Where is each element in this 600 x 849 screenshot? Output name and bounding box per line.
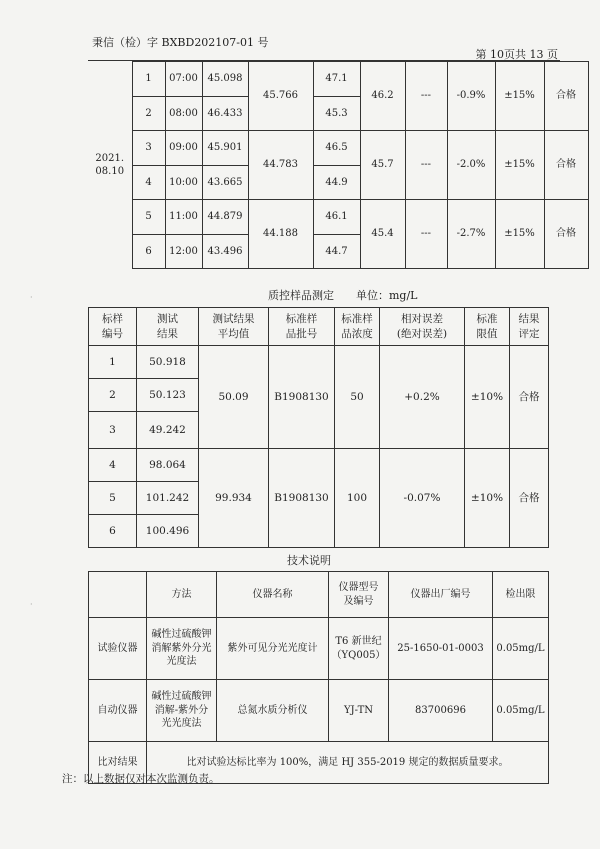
error-cell: -2.7% xyxy=(447,200,495,269)
concentration-cell: 100 xyxy=(335,449,380,548)
table-row xyxy=(89,680,549,742)
sample-no-cell: 2 xyxy=(89,379,137,412)
compare-result-text: 比对试验达标比率为 100%，满足 HJ 355-2019 规定的数据质量要求。 xyxy=(147,742,549,784)
time-cell: 12:00 xyxy=(165,235,202,269)
evaluation-cell: 合格 xyxy=(544,131,588,200)
average-cell: 44.188 xyxy=(248,200,313,269)
dash-cell: --- xyxy=(405,200,447,269)
row-label-cell: 试验仪器 xyxy=(89,618,147,680)
average-cell: 44.783 xyxy=(248,131,313,200)
error-cell: -0.07% xyxy=(380,449,465,548)
result-cell: 45.098 xyxy=(202,62,248,97)
reference-value-cell: 45.3 xyxy=(313,97,360,131)
sample-no-cell: 5 xyxy=(132,200,165,235)
page-number: 第 10页共 13 页 xyxy=(475,48,558,61)
reference-value-cell: 46.5 xyxy=(313,131,360,166)
average-cell: 50.09 xyxy=(199,346,269,449)
batch-cell: B1908130 xyxy=(269,346,335,449)
reference-value-cell: 46.1 xyxy=(313,200,360,235)
date-cell: 2021. 08.10 xyxy=(88,62,132,269)
result-cell: 98.064 xyxy=(137,449,199,482)
qc-header-row xyxy=(89,308,549,346)
error-cell: -2.0% xyxy=(447,131,495,200)
limit-cell: ±10% xyxy=(465,346,510,449)
result-cell: 50.918 xyxy=(137,346,199,379)
result-cell: 101.242 xyxy=(137,482,199,515)
sample-no-cell: 2 xyxy=(132,97,165,131)
limit-cell: ±15% xyxy=(495,131,544,200)
column-header xyxy=(89,572,147,618)
column-header: 检出限 xyxy=(493,572,549,618)
column-header: 标准样 品批号 xyxy=(269,308,335,346)
sample-no-cell: 4 xyxy=(132,166,165,200)
batch-cell: B1908130 xyxy=(269,449,335,548)
model-cell: YJ-TN xyxy=(329,680,389,742)
instrument-name-cell: 总氮水质分析仪 xyxy=(217,680,329,742)
sample-no-cell: 6 xyxy=(132,235,165,269)
method-cell: 碱性过硫酸钾 消解紫外分光 光度法 xyxy=(147,618,217,680)
limit-cell: ±15% xyxy=(495,200,544,269)
column-header: 仪器型号 及编号 xyxy=(329,572,389,618)
error-cell: +0.2% xyxy=(380,346,465,449)
evaluation-cell: 合格 xyxy=(510,346,549,449)
column-header: 标准样 品浓度 xyxy=(335,308,380,346)
column-header: 方法 xyxy=(147,572,217,618)
result-cell: 49.242 xyxy=(137,412,199,449)
sample-no-cell: 1 xyxy=(89,346,137,379)
sample-no-cell: 5 xyxy=(89,482,137,515)
serial-cell: 83700696 xyxy=(389,680,493,742)
limit-cell: ±10% xyxy=(465,449,510,548)
sample-no-cell: 1 xyxy=(132,62,165,97)
time-cell: 10:00 xyxy=(165,166,202,200)
column-header: 结果 评定 xyxy=(510,308,549,346)
scan-mark: · xyxy=(30,600,33,609)
limit-cell: ±15% xyxy=(495,62,544,131)
reference-value-cell: 44.9 xyxy=(313,166,360,200)
qc-title: 质控样品测定 单位：mg/L xyxy=(268,289,418,302)
auto-value-cell: 45.7 xyxy=(360,131,405,200)
row-label-cell: 自动仪器 xyxy=(89,680,147,742)
result-cell: 50.123 xyxy=(137,379,199,412)
time-cell: 09:00 xyxy=(165,131,202,166)
sample-no-cell: 3 xyxy=(89,412,137,449)
time-cell: 08:00 xyxy=(165,97,202,131)
qc-table xyxy=(88,307,549,548)
comparison-table xyxy=(88,61,589,269)
table-row xyxy=(89,618,549,680)
tech-header-row xyxy=(89,572,549,618)
table-row xyxy=(89,449,549,482)
detection-limit-cell: 0.05mg/L xyxy=(493,618,549,680)
column-header: 仪器名称 xyxy=(217,572,329,618)
instrument-name-cell: 紫外可见分光光度计 xyxy=(217,618,329,680)
sample-no-cell: 4 xyxy=(89,449,137,482)
scan-mark: · xyxy=(30,293,33,302)
error-cell: -0.9% xyxy=(447,62,495,131)
table-row xyxy=(89,346,549,379)
result-cell: 43.665 xyxy=(202,166,248,200)
qc-table-body xyxy=(89,308,549,548)
auto-value-cell: 46.2 xyxy=(360,62,405,131)
table-row xyxy=(88,131,588,166)
tech-table-body xyxy=(89,572,549,784)
dash-cell: --- xyxy=(405,62,447,131)
evaluation-cell: 合格 xyxy=(544,62,588,131)
serial-cell: 25-1650-01-0003 xyxy=(389,618,493,680)
method-cell: 碱性过硫酸钾 消解-紫外分 光光度法 xyxy=(147,680,217,742)
dash-cell: --- xyxy=(405,131,447,200)
column-header: 标样 编号 xyxy=(89,308,137,346)
reference-value-cell: 47.1 xyxy=(313,62,360,97)
footnote: 注：以上数据仅对本次监测负责。 xyxy=(62,773,220,785)
result-cell: 43.496 xyxy=(202,235,248,269)
row-label-cell: 比对结果 xyxy=(89,742,147,784)
table-row xyxy=(88,200,588,235)
evaluation-cell: 合格 xyxy=(544,200,588,269)
result-cell: 100.496 xyxy=(137,515,199,548)
model-cell: T6 新世纪 （YQ005） xyxy=(329,618,389,680)
tech-table xyxy=(88,571,549,784)
sample-no-cell: 6 xyxy=(89,515,137,548)
document-number: 秉信（检）字 BXBD202107-01 号 xyxy=(92,36,269,49)
tech-title: 技术说明 xyxy=(287,554,331,567)
table-row xyxy=(88,62,588,97)
reference-value-cell: 44.7 xyxy=(313,235,360,269)
result-cell: 45.901 xyxy=(202,131,248,166)
column-header: 相对误差 (绝对误差) xyxy=(380,308,465,346)
result-cell: 44.879 xyxy=(202,200,248,235)
column-header: 测试结果 平均值 xyxy=(199,308,269,346)
average-cell: 99.934 xyxy=(199,449,269,548)
concentration-cell: 50 xyxy=(335,346,380,449)
auto-value-cell: 45.4 xyxy=(360,200,405,269)
result-cell: 46.433 xyxy=(202,97,248,131)
average-cell: 45.766 xyxy=(248,62,313,131)
detection-limit-cell: 0.05mg/L xyxy=(493,680,549,742)
column-header: 仪器出厂编号 xyxy=(389,572,493,618)
time-cell: 11:00 xyxy=(165,200,202,235)
time-cell: 07:00 xyxy=(165,62,202,97)
sample-no-cell: 3 xyxy=(132,131,165,166)
column-header: 标准 限值 xyxy=(465,308,510,346)
column-header: 测试 结果 xyxy=(137,308,199,346)
comparison-table-body xyxy=(88,62,588,269)
evaluation-cell: 合格 xyxy=(510,449,549,548)
